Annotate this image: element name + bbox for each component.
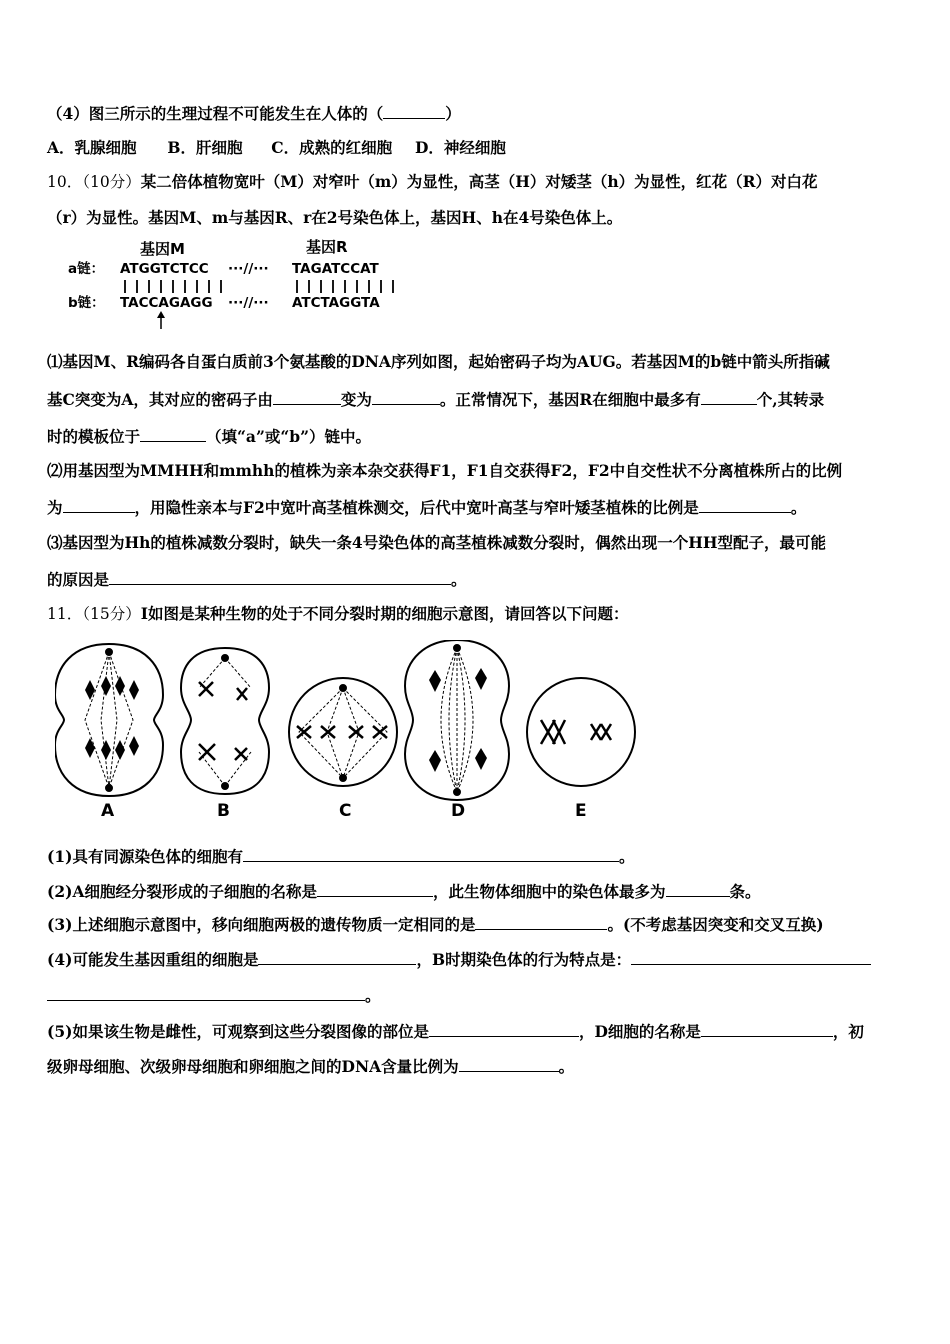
option-c: C．成熟的红细胞 bbox=[271, 138, 393, 157]
answer-blank[interactable] bbox=[475, 914, 607, 930]
answer-blank[interactable] bbox=[631, 949, 871, 965]
cell-d bbox=[405, 640, 509, 800]
answer-blank[interactable] bbox=[243, 846, 619, 862]
answer-blank[interactable] bbox=[273, 389, 341, 405]
gene-m-label: 基因M bbox=[140, 240, 185, 258]
a-strand-label: a链： bbox=[68, 261, 105, 277]
a-strand-left-seq: ATGGTCTCC bbox=[120, 261, 209, 277]
cell-label-e: E bbox=[575, 801, 587, 821]
cell-b bbox=[181, 648, 269, 794]
q10-s1-line2: 基C突变为A，其对应的密码子由 变为 。正常情况下，基因R在细胞中最多有 个,其转录 bbox=[47, 390, 825, 409]
b-strand-left-seq: TACCAGAGG bbox=[120, 295, 213, 311]
answer-blank[interactable] bbox=[701, 389, 757, 405]
cell-e bbox=[527, 678, 635, 786]
q11-s4-line1: (4)可能发生基因重组的细胞是 ，B时期染色体的行为特点是： bbox=[47, 949, 871, 970]
answer-blank[interactable] bbox=[258, 949, 416, 965]
gene-r-label: 基因R bbox=[306, 238, 348, 256]
q9-options bbox=[47, 138, 506, 158]
q10-s3-line2: 的原因是 。 bbox=[47, 570, 467, 589]
q11-s2: (2)A细胞经分裂形成的子细胞的名称是 ，此生物体细胞中的染色体最多为 条。 bbox=[47, 882, 761, 901]
answer-blank[interactable] bbox=[429, 1021, 579, 1037]
q9-part4-text: （4）图三所示的生理过程不可能发生在人体的（ bbox=[47, 104, 384, 123]
answer-blank[interactable] bbox=[383, 103, 445, 119]
q10-s3-line1: ⑶基因型为Hh的植株减数分裂时，缺失一条4号染色体的高茎植株减数分裂时，偶然出现一个HH型配子，最可能 bbox=[47, 533, 826, 552]
break-mark-b: ···//··· bbox=[228, 295, 269, 311]
a-strand-right-seq: TAGATCCAT bbox=[292, 261, 379, 277]
option-b: B．肝细胞 bbox=[167, 138, 243, 157]
dna-sequence-figure bbox=[68, 238, 408, 334]
answer-blank[interactable] bbox=[699, 497, 791, 513]
q9-part4 bbox=[47, 103, 461, 124]
answer-blank[interactable] bbox=[140, 426, 206, 442]
q11-s1: (1)具有同源染色体的细胞有 。 bbox=[47, 847, 635, 866]
q10-stem-line2 bbox=[47, 208, 622, 228]
q10-stem1: 某二倍体植物宽叶（M）对窄叶（m）为显性，高茎（H）对矮茎（h）为显性，红花（R）对白花 bbox=[140, 172, 818, 191]
q10-stem-line1 bbox=[47, 172, 818, 192]
option-d: D．神经细胞 bbox=[414, 138, 506, 157]
answer-blank[interactable] bbox=[666, 881, 730, 897]
cell-a bbox=[55, 644, 163, 796]
q11-s5-line1: (5)如果该生物是雌性，可观察到这些分裂图像的部位是 ，D细胞的名称是 ，初 bbox=[47, 1022, 864, 1041]
q10-s2-line1: ⑵用基因型为MMHH和mmhh的植株为亲本杂交获得F1，F1自交获得F2，F2中自交性状不分离植株所占的比例 bbox=[47, 461, 843, 480]
base-pair-bonds bbox=[125, 280, 393, 293]
cell-label-c: C bbox=[339, 801, 352, 821]
answer-blank[interactable] bbox=[459, 1056, 559, 1072]
q11-s5-line2: 级卵母细胞、次级卵母细胞和卵细胞之间的DNA含量比例为 。 bbox=[47, 1057, 575, 1076]
cell-c bbox=[289, 678, 397, 786]
cell-label-a: A bbox=[101, 801, 115, 821]
q11-s3: (3)上述细胞示意图中，移向细胞两极的遗传物质一定相同的是 。(不考虑基因突变和交叉互换) bbox=[47, 915, 824, 934]
q10-s2-line2: 为 ，用隐性亲本与F2中宽叶高茎植株测交，后代中宽叶高茎与窄叶矮茎植株的比例是 。 bbox=[47, 498, 807, 517]
answer-blank[interactable] bbox=[109, 569, 451, 585]
cell-label-b: B bbox=[217, 801, 230, 821]
q11-s4-line2: 。 bbox=[47, 985, 381, 1006]
cell-division-figure bbox=[55, 640, 655, 822]
q11-stem bbox=[47, 604, 628, 624]
answer-blank[interactable] bbox=[47, 985, 365, 1001]
q11-stem-text: I如图是某种生物的处于不同分裂时期的细胞示意图，请回答以下问题： bbox=[140, 604, 629, 623]
break-mark-a: ···//··· bbox=[228, 261, 269, 277]
option-a: A．乳腺细胞 bbox=[47, 138, 137, 157]
q11-number: 11．（15分） bbox=[47, 605, 141, 623]
answer-blank[interactable] bbox=[317, 881, 433, 897]
q10-s1-line3: 时的模板位于 （填“a”或“b”）链中。 bbox=[47, 427, 372, 446]
q10-s1-line1: ⑴基因M、R编码各自蛋白质前3个氨基酸的DNA序列如图，起始密码子均为AUG。若基因M的b链中箭头所指碱 bbox=[47, 352, 830, 371]
q10-stem2: （r）为显性。基因M、m与基因R、r在2号染色体上，基因H、h在4号染色体上。 bbox=[47, 208, 623, 227]
b-strand-label: b链： bbox=[68, 295, 105, 311]
answer-blank[interactable] bbox=[63, 497, 135, 513]
answer-blank[interactable] bbox=[372, 389, 440, 405]
b-strand-right-seq: ATCTAGGTA bbox=[292, 295, 380, 311]
q9-part4-end: ） bbox=[445, 104, 461, 123]
answer-blank[interactable] bbox=[701, 1021, 833, 1037]
q10-number: 10．（10分） bbox=[47, 173, 141, 191]
mutation-arrow-icon bbox=[157, 311, 165, 329]
cell-label-d: D bbox=[451, 801, 466, 821]
